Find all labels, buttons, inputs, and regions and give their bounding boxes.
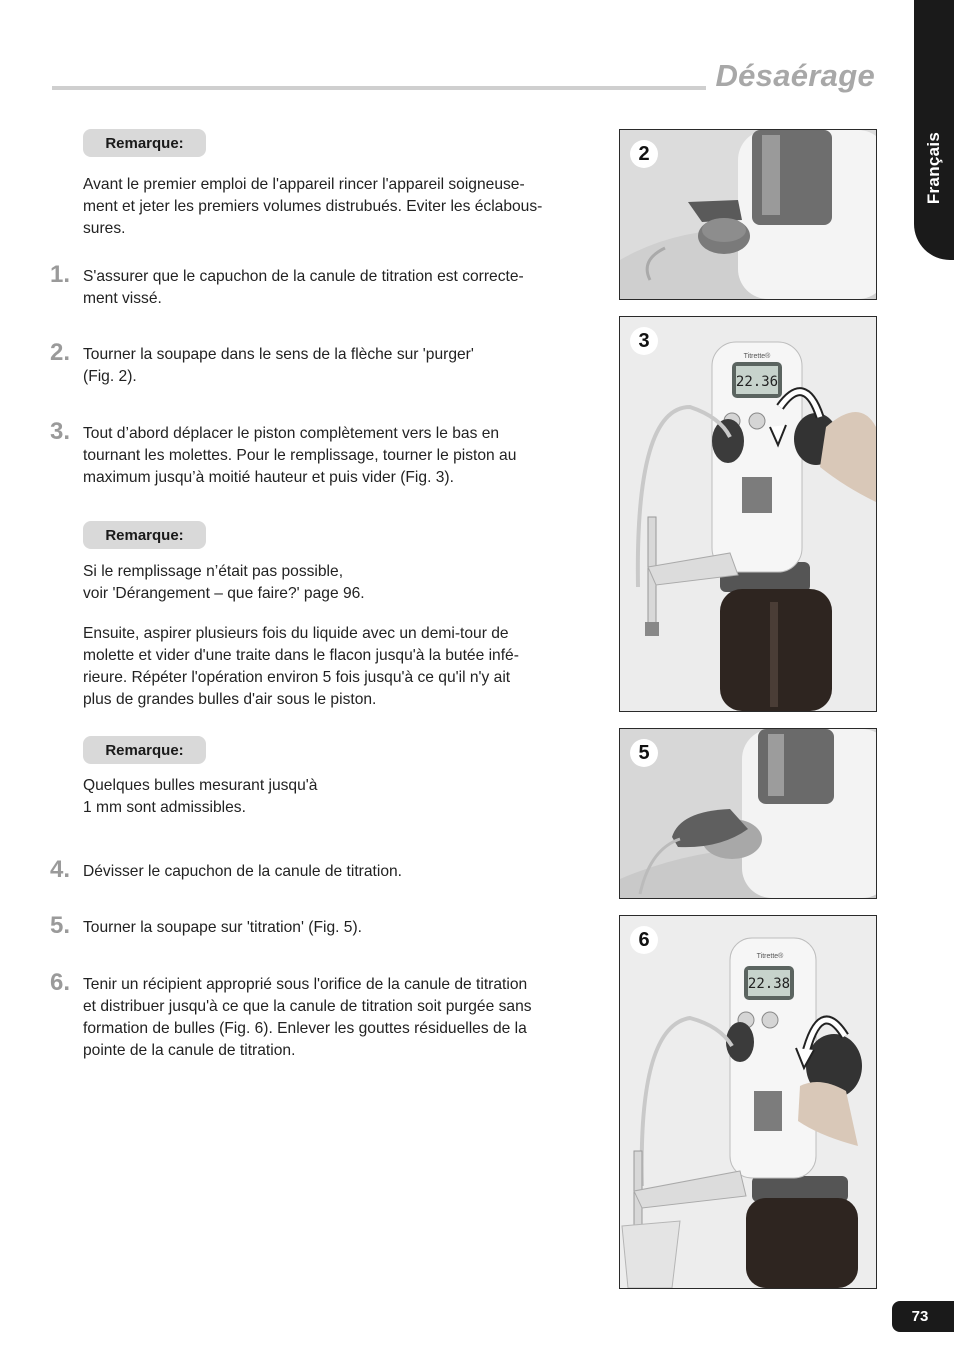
- step-text: Tenir un récipient approprié sous l'orifice de la canule de titration et distribuer jusqu'à ce que la canule de titration soit purgée sans formation de bulles (Fig. 6). Enlever les gouttes résiduelles de la pointe de la canule de titration.: [83, 976, 532, 1059]
- note-text: Avant le premier emploi de l'appareil rincer l'appareil soigneuse- ment et jeter les premiers volumes distrubués. Eviter les éclabous- sures.: [83, 176, 543, 237]
- svg-text:22.38: 22.38: [747, 976, 791, 992]
- note-badge: Remarque:: [83, 736, 206, 764]
- step-number: 4.: [50, 856, 71, 883]
- step-text: Tout d’abord déplacer le piston complètement vers le bas en tournant les molettes. Pour le remplissage, tourner le piston au maximum jusqu’à moitié hauteur et puis vider (Fig. 3).: [83, 425, 517, 486]
- language-tab: [914, 0, 954, 260]
- figure-6-dispensing: [619, 915, 877, 1289]
- step-number: 5.: [50, 912, 71, 939]
- figure-3-filling: [619, 316, 877, 712]
- figure-2-valve-purge: [619, 129, 877, 300]
- step-number: 3.: [50, 418, 71, 445]
- step-number: 1.: [50, 261, 71, 288]
- page-number: 73: [892, 1301, 954, 1332]
- step-text: S'assurer que le capuchon de la canule de titration est correcte- ment vissé.: [83, 268, 524, 307]
- language-tab-label: Français: [924, 131, 943, 205]
- note-text: Si le remplissage n’était pas possible, voir 'Dérangement – que faire?' page 96.: [83, 563, 365, 602]
- note-badge: Remarque:: [83, 129, 206, 157]
- step-number: 2.: [50, 339, 71, 366]
- svg-text:Titrette®: Titrette®: [756, 953, 784, 960]
- note-text: Quelques bulles mesurant jusqu'à 1 mm sont admissibles.: [83, 777, 318, 816]
- step-text: Tourner la soupape sur 'titration' (Fig. 5).: [83, 919, 362, 936]
- figure-5-valve-titration: [619, 728, 877, 899]
- figure-label: 6: [630, 926, 658, 954]
- note-badge: Remarque:: [83, 521, 206, 549]
- step-text: Dévisser le capuchon de la canule de titration.: [83, 863, 402, 880]
- svg-text:Titrette®: Titrette®: [743, 353, 771, 360]
- figure-label: 3: [630, 327, 658, 355]
- figure-label: 5: [630, 739, 658, 767]
- page-title: Désaérage: [715, 58, 875, 93]
- svg-text:22.36: 22.36: [735, 374, 779, 390]
- figure-label: 2: [630, 140, 658, 168]
- step-number: 6.: [50, 969, 71, 996]
- header-rule: [52, 86, 706, 90]
- step-text: Tourner la soupape dans le sens de la flèche sur 'purger' (Fig. 2).: [83, 346, 474, 385]
- body-paragraph: Ensuite, aspirer plusieurs fois du liquide avec un demi-tour de molette et vider d'une traite dans le flacon jusqu'à la butée infé- rieure. Répéter l'opération environ 5 fois jusqu'à ce qu'il n'y ait plus de grandes bulles d'air sous le piston.: [83, 625, 519, 708]
